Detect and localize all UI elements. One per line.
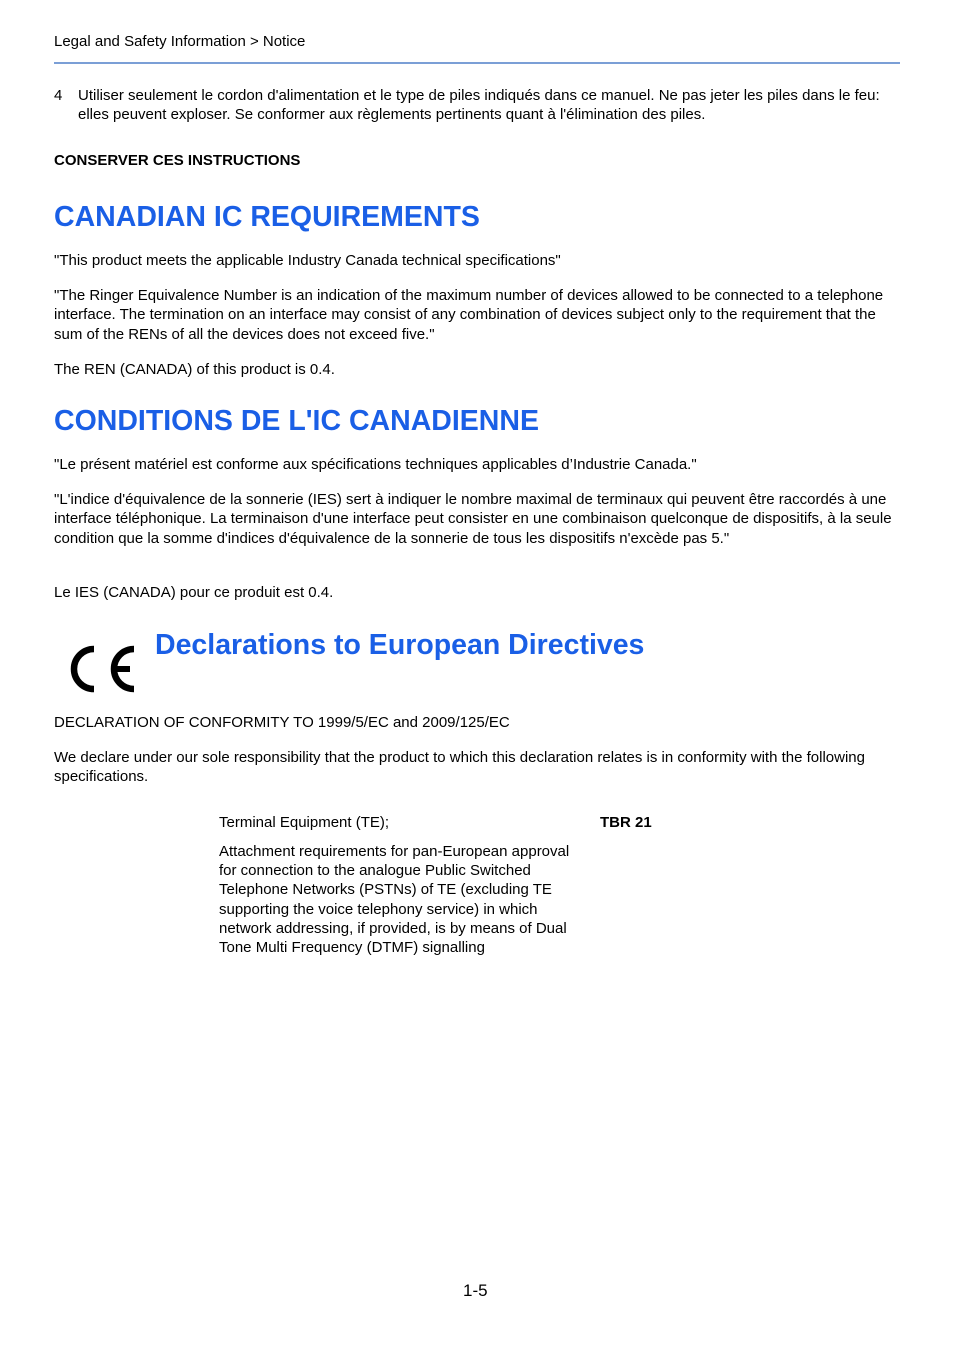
table-row-1-value: TBR 21 <box>600 814 652 831</box>
table-row-2-label: Attachment requirements for pan-European approval for connection to the analogue Public Switched Telephone Networks (PSTNs) of TE (excluding TE supporting the voice telephony service) in which network addressing, if provided, is by means of Dual Tone Multi Frequency (DTMF) signalling <box>219 843 570 957</box>
list-item-number: 4 <box>54 87 63 104</box>
breadcrumb: Legal and Safety Information > Notice <box>54 33 306 50</box>
list-item-text: Utiliser seulement le cordon d'alimentation et le type de piles indiqués dans ce manuel. Ne pas jeter les piles dans le feu: elles peuvent exploser. Se conformer aux règlements pertinents quant à l'élimination des piles. <box>78 87 880 124</box>
conditions-paragraph-2: "L'indice d'équivalence de la sonnerie (IES) sert à indiquer le nombre maximal de terminaux qui peuvent être raccordés à une interface téléphonique. La terminaison d'une interface peut consister en une combinaison quelconque de dispositifs, à la seule condition que la somme d'indices d'équivalence de la sonnerie de tous les dispositifs n'excède pas 5." <box>54 491 892 547</box>
declaration-of-conformity: DECLARATION OF CONFORMITY TO 1999/5/EC and 2009/125/EC <box>54 714 510 731</box>
conditions-paragraph-3: Le IES (CANADA) pour ce produit est 0.4. <box>54 584 334 601</box>
conserver-instructions: CONSERVER CES INSTRUCTIONS <box>54 152 301 169</box>
table-row-1-label: Terminal Equipment (TE); <box>219 814 390 831</box>
canadian-paragraph-3: The REN (CANADA) of this product is 0.4. <box>54 361 335 378</box>
ce-mark-icon <box>54 634 144 704</box>
canadian-paragraph-2: "The Ringer Equivalence Number is an indication of the maximum number of devices allowed to be connected to a telephone interface. The termination on an interface may consist of any combination of devices subject only to the requirement that the sum of the RENs of all the devices does not exceed five." <box>54 287 884 343</box>
european-directives-heading: Declarations to European Directives <box>155 629 645 661</box>
header-divider <box>54 62 900 64</box>
canadian-ic-heading: CANADIAN IC REQUIREMENTS <box>54 201 480 233</box>
page-number: 1-5 <box>463 1281 488 1300</box>
conditions-paragraph-1: "Le présent matériel est conforme aux spécifications techniques applicables d’Industrie Canada." <box>54 456 697 473</box>
conditions-ic-heading: CONDITIONS DE L'IC CANADIENNE <box>54 405 539 437</box>
responsibility-statement: We declare under our sole responsibility that the product to which this declaration relates is in conformity with the following specifications. <box>54 749 865 786</box>
canadian-paragraph-1: "This product meets the applicable Industry Canada technical specifications" <box>54 252 561 269</box>
